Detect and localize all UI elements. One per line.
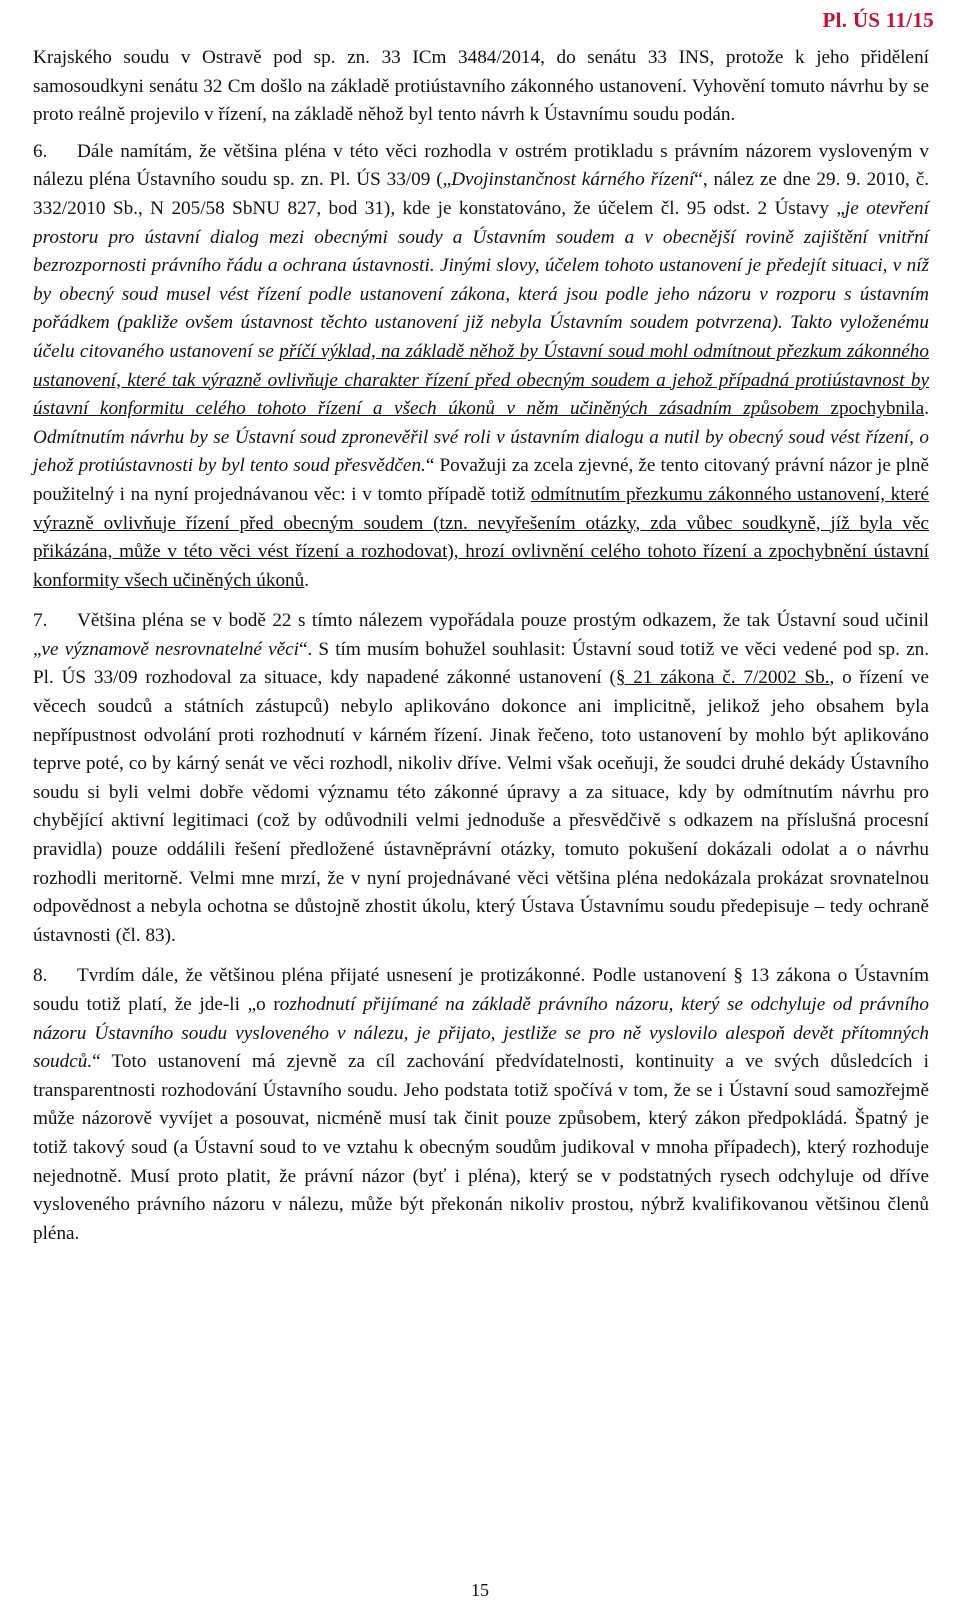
document-body (33, 44, 929, 1248)
text-run: Považuji za zcela zjevné, že tento citovaný právní názor je plně použitelný i na nyní projednávanou věc: i v tomto případě totiž (33, 455, 929, 505)
text-run: “ Toto ustanovení má zjevně za cíl zachování předvídatelnosti, kontinuity a ve svých důsledcích i transparentnosti rozhodování Ústavního soudu. Jeho podstata totiž spočívá v tom, že se i Ústavní soud samozřejmě může názorově vyvíjet a posouvat, nicméně musí tak činit pouze způsobem, který zákon předpokládá. Špatný je totiž takový soud (a Ústavní soud to ve vztahu k obecným soudům judikoval v mnoha případech), který rozhoduje nejednotně. Musí proto platit, že právní názor (byť i pléna), který se v podstatných rysech odchyluje od dříve vysloveného právního názoru v nálezu, může být překonán nikoliv prostou, nýbrž kvalifikovanou většinou členů pléna. (33, 1051, 929, 1244)
text-run: . (304, 569, 310, 591)
underlined-text: § 21 zákona č. 7/2002 Sb. (615, 667, 830, 689)
paragraph-number: 8. (33, 965, 48, 987)
paragraph-intro: Krajského soudu v Ostravě pod sp. zn. 33 ICm 3484/2014, do senátu 33 INS, protože k jeho přidělení samosoudkyni senátu 32 Cm došlo na základě protiústavního zákonného ustanovení. Vyhovění tomuto návrhu by se proto reálně projevilo v řízení, na základě něhož byl tento návrh k Ústavnímu soudu podán. (33, 47, 929, 126)
page-number: 15 (471, 1580, 489, 1600)
italic-text: Dvojinstančnost kárného řízení (451, 169, 695, 191)
text-run: “ (425, 455, 435, 477)
paragraph-8 (33, 962, 929, 1248)
italic-underlined-quote: příčí výklad, na základě něhož by Ústavní soud mohl odmítnout přezkum zákonného ustanovení, které tak výrazně ovlivňuje charakter řízení před obecným soudem a jehož případná protiústavnost by ústavní konformitu celého tohoto řízení a všech úkonů v něm učiněných zásadním způsobem (33, 340, 929, 420)
paragraph-7 (33, 607, 929, 950)
text-run: Dále namítám, že většina pléna v této věci rozhodla v ostrém protikladu s právním názorem vysloveným v nálezu pléna Ústavního soudu sp. zn. Pl. ÚS 33/09 („ (33, 140, 929, 191)
text-run: “, nález ze dne 29. 9. 2010, č. 332/2010 Sb., N 205/58 SbNU 827, bod 31), kde je konstatováno, že účelem čl. 95 odst. 2 Ústavy „ (33, 169, 930, 219)
italic-quote: ozhodnutí přijímané na základě právního názoru, který se odchyluje od právního názoru Ústavního soudu vysloveného v nálezu, je přijato, jestliže se pro ně vyslovilo alespoň devět přítomných soudců. (33, 994, 929, 1073)
italic-quote: Odmítnutím návrhu by se Ústavní soud zpronevěřil své roli v ústavním dialogu a nutil by obecný soud vést řízení, o jehož protiústavnosti by byl tento soud přesvědčen. (33, 426, 929, 477)
underlined-text: odmítnutím přezkumu zákonného ustanovení, které výrazně ovlivňuje řízení před obecným soudem (tzn. nevyřešením otázky, zda vůbec soudkyně, jíž byla věc přikázána, může v této věci vést řízení a rozhodovat), hrozí ovlivnění celého tohoto řízení a zpochybnění ústavní konformity všech učiněných úkonů (33, 483, 929, 591)
underlined-text: zpochybnila (830, 398, 925, 420)
text-run: , o řízení ve věcech soudců a státních zástupců) nebylo aplikováno dokonce ani implicitně, jelikož jeho obsahem byla nepřípustnost odvolání proti rozhodnutí v kárném řízení. Jinak řečeno, toto ustanovení by mohlo být aplikováno teprve poté, co by kárný senát ve věci rozhodl, nikoliv dříve. Velmi však oceňuji, že soudci druhé dekády Ústavního soudu si byli velmi dobře vědomi významu této zákonné úpravy a za situace, kdy by odmítnutím návrhu pro chybějící aktivní legitimaci (což by odůvodnili velmi jednoduše a přesvědčivě s odkazem na příslušná procesní pravidla) pouze oddálili řešení předložené ústavněprávní otázky, tomuto pokušení dokázali odolat a o návrhu rozhodli meritorně. Velmi mne mrzí, že v nyní projednávané věci většina pléna nedokázala prokázat srovnatelnou odpovědnost a nebyla ochotna se důstojně zhostit úkolu, který Ústava Ústavnímu soudu předepisuje – tedy ochraně ústavnosti (čl. 83). (33, 667, 929, 946)
text-run: Tvrdím dále, že většinou pléna přijaté usnesení je protizákonné. Podle ustanovení § 13 zákona o Ústavním soudu totiž platí, že jde-li „o r (33, 965, 929, 1015)
italic-quote: je otevření prostoru pro ústavní dialog mezi obecnými soudy a Ústavním soudem a v obecnější rovině zajištění vnitřní bezrozpornosti právního řádu a ochrana ústavnosti. Jinými slovy, účelem tohoto ustanovení je předejít situaci, v níž by obecný soud musel vést řízení podle ustanovení zákona, která jsou podle jeho názoru v rozporu s ústavním pořádkem (pakliže ovšem ústavnost těchto ustanovení již nebyla Ústavním soudem potvrzena). Takto vyloženému účelu citovaného ustanovení se (33, 197, 929, 362)
text-run: “. S tím musím bohužel souhlasit: Ústavní soud totiž ve věci vedené pod sp. zn. Pl. ÚS 33/09 rozhodoval za situace, kdy napadené zákonné ustanovení ( (33, 638, 929, 689)
paragraph-6 (33, 138, 929, 596)
paragraph-number: 7. (33, 610, 48, 632)
paragraph-number: 6. (33, 140, 48, 162)
italic-text: ve významově nesrovnatelné věci (41, 638, 299, 660)
case-reference-header: Pl. ÚS 11/15 (822, 8, 934, 32)
text-run: . (924, 398, 929, 420)
text-run: Většina pléna se v bodě 22 s tímto nálezem vypořádala pouze prostým odkazem, že tak Ústavní soud učinil „ (33, 610, 929, 660)
